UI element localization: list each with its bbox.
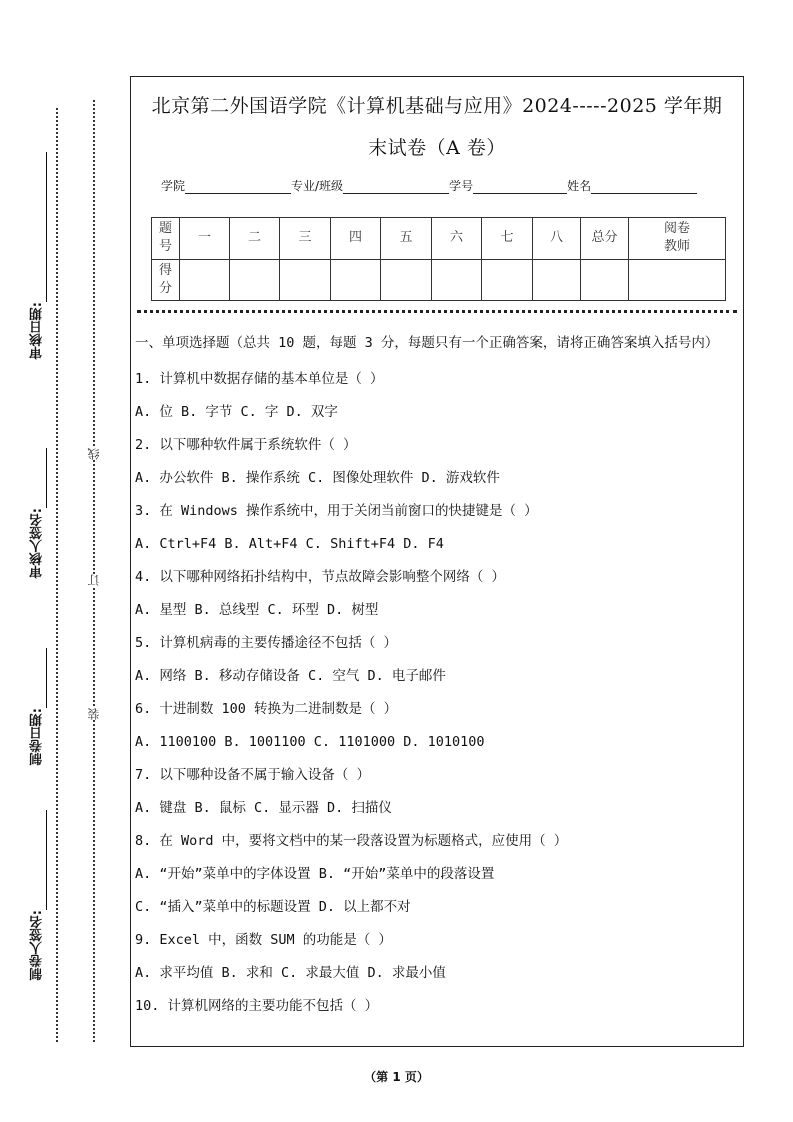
- question-stem: 8. 在 Word 中，要将文档中的某一段落设置为标题格式，应使用（ ）: [135, 833, 568, 849]
- answer-options: A. 1100100 B. 1001100 C. 1101000 D. 1010100: [135, 734, 485, 750]
- score-cell[interactable]: [581, 259, 629, 301]
- question-stem: 7. 以下哪种设备不属于输入设备（ ）: [135, 767, 371, 783]
- score-cell[interactable]: [230, 259, 280, 301]
- section-1-content: [135, 332, 739, 1023]
- question-stem: 3. 在 Windows 操作系统中，用于关闭当前窗口的快捷键是（ ）: [135, 503, 538, 519]
- score-table-header-row: [152, 218, 726, 260]
- answer-options: A. 求平均值 B. 求和 C. 求最大值 D. 求最小值: [135, 965, 446, 981]
- answer-options: C. “插入”菜单中的标题设置 D. 以上都不对: [135, 899, 411, 915]
- question-stem: 9. Excel 中，函数 SUM 的功能是（ ）: [135, 932, 392, 948]
- col-total: 总分: [581, 218, 629, 260]
- paper-maker-signature-label: 制卷人签名:: [30, 910, 45, 981]
- score-table-score-row: [152, 259, 726, 301]
- outer-dotted-line: [56, 108, 58, 1042]
- reviewer-signature-label: 审核人签名:: [30, 508, 45, 579]
- exam-title-line2: 末试卷（A 卷）: [368, 137, 506, 159]
- major-class-label: 专业/班级: [291, 179, 344, 193]
- answer-options: A. “开始”菜单中的字体设置 B. “开始”菜单中的段落设置: [135, 866, 495, 882]
- major-class-blank[interactable]: [343, 181, 449, 194]
- question-stem: 6. 十进制数 100 转换为二进制数是（ ）: [135, 701, 398, 717]
- col-q8: 八: [533, 218, 581, 260]
- student-info-row: [161, 177, 697, 194]
- exam-frame: [130, 76, 744, 1047]
- question-number-header: 题 号: [152, 218, 180, 260]
- score-cell[interactable]: [180, 259, 230, 301]
- col-q4: 四: [331, 218, 381, 260]
- col-grader: 阅卷 教师: [629, 218, 726, 260]
- answer-options: A. 键盘 B. 鼠标 C. 显示器 D. 扫描仪: [135, 800, 392, 816]
- paper-date-label: 制卷日期:: [30, 708, 45, 766]
- score-cell[interactable]: [280, 259, 331, 301]
- score-table: [151, 217, 726, 301]
- score-row-label: 得 分: [152, 259, 180, 301]
- binding-char-bind: 订: [87, 574, 101, 586]
- score-cell[interactable]: [432, 259, 482, 301]
- score-cell[interactable]: [533, 259, 581, 301]
- review-date-label: 审核日期:: [30, 302, 45, 360]
- section-1-heading: 一、单项选择题（总共 10 题，每题 3 分，每题只有一个正确答案，请将正确答案填入括号内）: [135, 335, 719, 351]
- answer-options: A. 星型 B. 总线型 C. 环型 D. 树型: [135, 602, 379, 618]
- student-id-blank[interactable]: [473, 181, 567, 194]
- paper-maker-underline: [46, 810, 47, 910]
- reviewer-signature-underline: [46, 448, 47, 508]
- exam-title-line1: 北京第二外国语学院《计算机基础与应用》2024-----2025 学年期: [151, 95, 723, 117]
- score-cell[interactable]: [482, 259, 533, 301]
- answer-options: A. 网络 B. 移动存储设备 C. 空气 D. 电子邮件: [135, 668, 446, 684]
- binding-char-pack: 装: [87, 708, 101, 720]
- question-stem: 5. 计算机病毒的主要传播途径不包括（ ）: [135, 635, 398, 651]
- page-number: （第 1 页）: [364, 1070, 429, 1084]
- question-stem: 2. 以下哪种软件属于系统软件（ ）: [135, 437, 357, 453]
- col-q5: 五: [381, 218, 432, 260]
- binding-dotted-line: [93, 100, 95, 1042]
- col-q6: 六: [432, 218, 482, 260]
- score-cell[interactable]: [331, 259, 381, 301]
- col-q7: 七: [482, 218, 533, 260]
- college-blank[interactable]: [185, 181, 291, 194]
- question-stem: 1. 计算机中数据存储的基本单位是（ ）: [135, 371, 384, 387]
- col-q1: 一: [180, 218, 230, 260]
- col-q3: 三: [280, 218, 331, 260]
- dotted-separator: [137, 310, 737, 313]
- student-id-label: 学号: [449, 179, 474, 193]
- binding-char-line: 线: [87, 448, 101, 460]
- paper-date-underline: [46, 648, 47, 708]
- name-label: 姓名: [567, 179, 592, 193]
- col-q2: 二: [230, 218, 280, 260]
- answer-options: A. 位 B. 字节 C. 字 D. 双字: [135, 404, 338, 420]
- answer-options: A. Ctrl+F4 B. Alt+F4 C. Shift+F4 D. F4: [135, 536, 444, 552]
- college-label: 学院: [161, 179, 186, 193]
- question-stem: 4. 以下哪种网络拓扑结构中，节点故障会影响整个网络（ ）: [135, 569, 506, 585]
- question-stem: 10. 计算机网络的主要功能不包括（ ）: [135, 998, 379, 1014]
- name-blank[interactable]: [591, 181, 697, 194]
- score-cell[interactable]: [629, 259, 726, 301]
- question-lines: [135, 363, 739, 1023]
- review-date-underline: [46, 152, 47, 302]
- score-cell[interactable]: [381, 259, 432, 301]
- answer-options: A. 办公软件 B. 操作系统 C. 图像处理软件 D. 游戏软件: [135, 470, 500, 486]
